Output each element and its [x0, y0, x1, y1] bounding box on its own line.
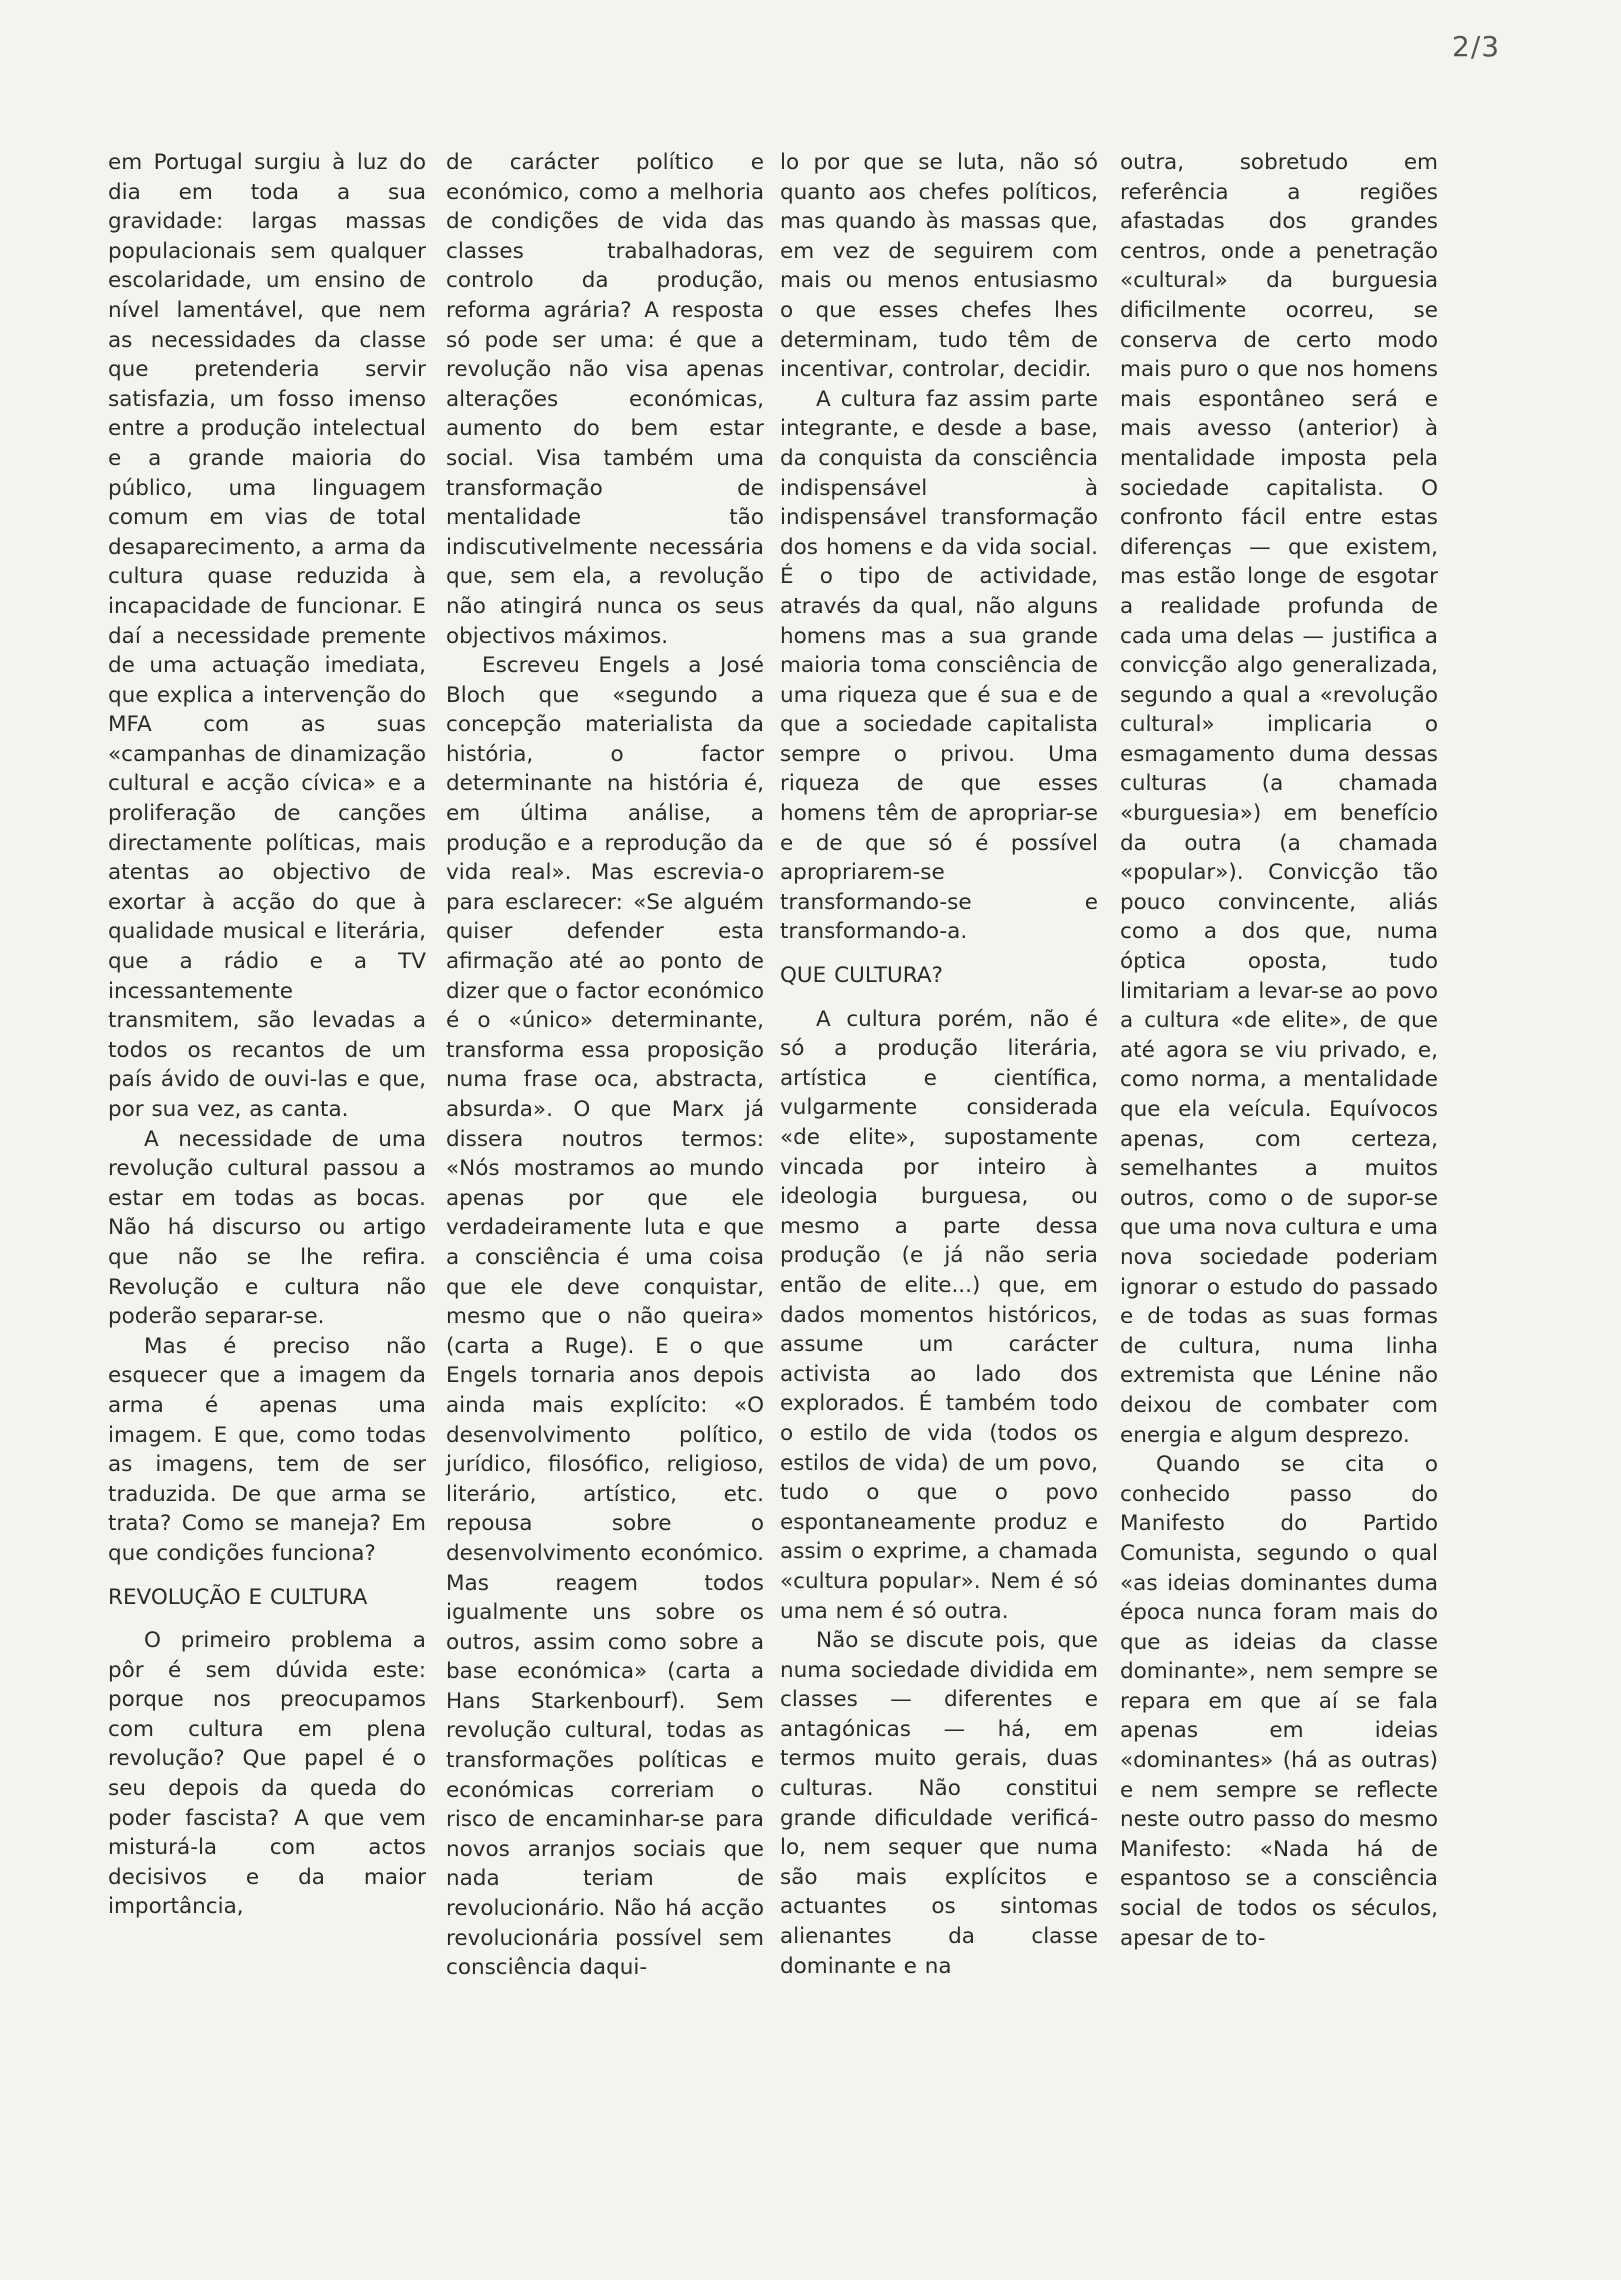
column-2	[446, 148, 764, 1983]
paragraph: O primeiro problema a pôr é sem dúvida este: porque nos preocupamos com cultura em plena revolução? Que papel é o seu depois da queda do poder fascista? A que vem misturá-la com actos decisivos e da maior importância,	[108, 1628, 426, 1920]
paragraph: outra, sobretudo em referência a regiões afastadas dos grandes centros, onde a penetração «cultural» da burguesia dificilmente ocorreu, se conserva de certo modo mais puro o que nos homens mais espontâneo será e mais avesso (anterior) à mentalidade imposta pela sociedade capitalista. O confronto fácil entre estas diferenças — que existem, mas estão longe de esgotar a realidade profunda de cada uma delas — justifica a convicção algo generalizada, segundo a qual a «revolução cultural» implicaria o esmagamento duma dessas culturas (a chamada «burguesia») em benefício da outra (a chamada «popular»). Convicção tão pouco convincente, aliás como a dos que, numa óptica oposta, tudo limitariam a levar-se ao povo a cultura «de elite», de que até agora se viu privado, e, como norma, a mentalidade que ela veícula. Equívocos apenas, com certeza, semelhantes a muitos outros, como o de supor-se que uma nova cultura e uma nova sociedade poderiam ignorar o estudo do passado e de todas as suas formas de cultura, numa linha extremista que Lénine não deixou de combater com energia e algum desprezo.	[1120, 150, 1438, 1448]
paragraph: A necessidade de uma revolução cultural passou a estar em todas as bocas. Não há discurso ou artigo que não se lhe refira. Revolução e cultura não poderão separar-se.	[108, 1126, 426, 1330]
paragraph: A cultura porém, não é só a produção literária, artística e científica, vulgarmente considerada «de elite», supostamente vincada por inteiro à ideologia burguesa, ou mesmo a parte dessa produção (e já não seria então de elite...) que, em dados momentos históricos, assume um carácter activista ao lado dos explorados. É também todo o estilo de vida (todos os estilos de vida) de um povo, tudo o que o povo espontaneamente produz e assim o exprime, a chamada «cultura popular». Nem é só uma nem é só outra.	[780, 1006, 1098, 1624]
column-1	[108, 148, 426, 1922]
section-heading: REVOLUÇÃO E CULTURA	[108, 1584, 368, 1610]
paragraph: Não se discute pois, que numa sociedade dividida em classes — diferentes e antagónicas — há, em termos muito gerais, duas culturas. Não constitui grande dificuldade verificá-lo, nem sequer que numa são mais explícitos e actuantes os sintomas alienantes da classe dominante e na	[780, 1628, 1098, 1979]
column-3	[780, 148, 1098, 1981]
article-columns	[108, 148, 1448, 2248]
paragraph: Quando se cita o conhecido passo do Manifesto do Partido Comunista, segundo o qual «as ideias dominantes duma época nunca foram mais do que as ideias da classe dominante», nem sempre se repara em que aí se fala apenas em ideias «dominantes» (há as outras) e nem sempre se reflecte neste outro passo do mesmo Manifesto: «Nada há de espantoso se a consciência social de todos os séculos, apesar de to-	[1120, 1452, 1438, 1951]
paragraph: A cultura faz assim parte integrante, e desde a base, da conquista da consciência indispensável à indispensável transformação dos homens e da vida social. É o tipo de actividade, através da qual, não alguns homens mas a sua grande maioria toma consciência de uma riqueza que é sua e de que a sociedade capitalista sempre o privou. Uma riqueza de que esses homens têm de apropriar-se e de que só é possível apropriarem-se transformando-se e transformando-a.	[780, 386, 1098, 945]
paragraph: lo por que se luta, não só quanto aos chefes políticos, mas quando às massas que, em vez de seguirem com mais ou menos entusiasmo o que esses chefes lhes determinam, tudo têm de incentivar, controlar, decidir.	[780, 150, 1098, 383]
paragraph: em Portugal surgiu à luz do dia em toda a sua gravidade: largas massas populacionais sem qualquer escolaridade, um ensino de nível lamentável, que nem as necessidades da classe que pretenderia servir satisfazia, um fosso imenso entre a produção intelectual e a grande maioria do público, uma linguagem comum em vias de total desaparecimento, a arma da cultura quase reduzida à incapacidade de funcionar. E daí a necessidade premente de uma actuação imediata, que explica a intervenção do MFA com as suas «campanhas de dinamização cultural e acção cívica» e a proliferação de canções directamente políticas, mais atentas ao objectivo de exortar à acção do que à qualidade musical e literária, que a rádio e a TV incessantemente transmitem, são levadas a todos os recantos de um país ávido de ouvi-las e que, por sua vez, as canta.	[108, 150, 426, 1122]
paragraph: Escreveu Engels a José Bloch que «segundo a concepção materialista da história, o factor determinante na história é, em última análise, a produção e a reprodução da vida real». Mas escrevia-o para esclarecer: «Se alguém quiser defender esta afirmação até ao ponto de dizer que o factor económico é o «único» determinante, transforma essa proposição numa frase oca, abstracta, absurda». O que Marx já dissera noutros termos: «Nós mostramos ao mundo apenas por que ele verdadeiramente luta e que a consciência é uma coisa que ele deve conquistar, mesmo que o não queira» (carta a Ruge). E o que Engels tornaria anos depois ainda mais explícito: «O desenvolvimento político, jurídico, filosófico, religioso, literário, artístico, etc. repousa sobre o desenvolvimento económico. Mas reagem todos igualmente uns sobre os outros, assim como sobre a base económica» (carta a Hans Starkenbourf). Sem revolução cultural, todas as transformações políticas e económicas correriam o risco de encaminhar-se para novos arranjos sociais que nada teriam de revolucionário. Não há acção revolucionária possível sem consciência daqui-	[446, 653, 764, 1981]
section-heading: QUE CULTURA?	[780, 963, 943, 989]
page-number: 2/3	[1452, 30, 1501, 63]
paragraph: de carácter político e económico, como a melhoria de condições de vida das classes trabalhadoras, controlo da produção, reforma agrária? A resposta só pode ser uma: é que a revolução não visa apenas alterações económicas, aumento do bem estar social. Visa também uma transformação de mentalidade tão indiscutivelmente necessária que, sem ela, a revolução não atingirá nunca os seus objectivos máximos.	[446, 150, 764, 649]
column-4	[1120, 148, 1438, 1953]
paragraph: Mas é preciso não esquecer que a imagem da arma é apenas uma imagem. E que, como todas as imagens, tem de ser traduzida. De que arma se trata? Como se maneja? Em que condições funciona?	[108, 1333, 426, 1566]
